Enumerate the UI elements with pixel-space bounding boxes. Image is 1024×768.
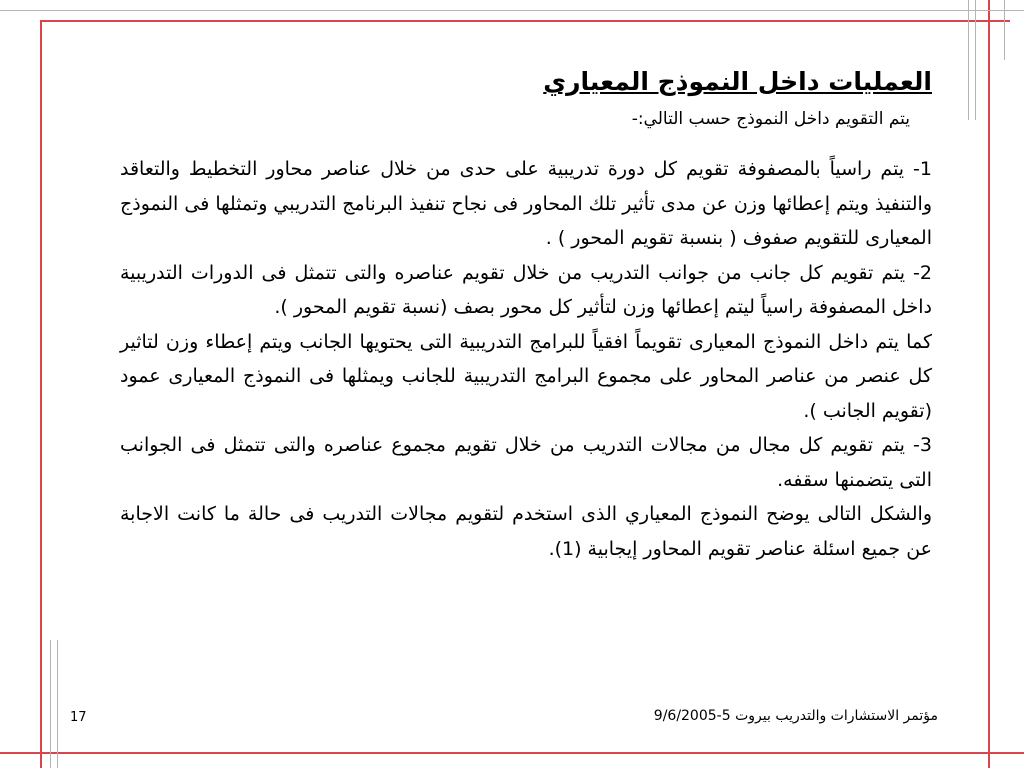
slide-subtitle: يتم التقويم داخل النموذج حسب التالي:- bbox=[631, 109, 910, 129]
page-number: 17 bbox=[70, 710, 87, 725]
frame-right-gray-line-3 bbox=[1004, 0, 1005, 60]
paragraph-3: كما يتم داخل النموذج المعيارى تقويماً افقياً للبرامج التدريبية التى يحتويها الجانب ويتم إعطاء وزن لتاثير كل عنصر من عناصر المحاور على مجموع البرامج التدريبية للجانب ويمثلها فى النموذج المعيارى عمود (تقويم الجانب ). bbox=[120, 330, 932, 422]
paragraph-1: 1- يتم راسياً بالمصفوفة تقويم كل دورة تدريبية على حدى من خلال عناصر محاور التخطيط والتعاقد والتنفيذ ويتم إعطائها وزن عن مدى تأثير تلك المحاور فى نجاح تنفيذ البرنامج التدريبي وتمثلها فى النموذج المعيارى للتقويم صفوف ( بنسبة تقويم المحور ) . bbox=[120, 158, 932, 249]
frame-bottom-line bbox=[0, 752, 1024, 754]
frame-left-line bbox=[40, 20, 42, 768]
footer-conference: مؤتمر الاستشارات والتدريب بيروت 5-9/6/2005 bbox=[653, 708, 938, 724]
frame-right-line bbox=[988, 0, 990, 768]
frame-right-gray-line-1 bbox=[968, 0, 969, 120]
paragraph-5: والشكل التالى يوضح النموذج المعياري الذى استخدم لتقويم مجالات التدريب فى حالة ما كانت الاجابة عن جميع اسئلة عناصر تقويم المحاور إيجابية (1). bbox=[120, 503, 932, 560]
frame-top-line bbox=[40, 20, 1010, 22]
paragraph-4: 3- يتم تقويم كل مجال من مجالات التدريب من خلال تقويم مجموع عناصره والتى تتمثل فى الجوانب التى يتضمنها سقفه. bbox=[120, 434, 932, 491]
slide-title: العمليات داخل النموذج المعياري bbox=[543, 67, 932, 96]
frame-top-gray-line bbox=[0, 10, 1024, 11]
frame-left-gray-line-2 bbox=[57, 640, 58, 768]
frame-right-gray-line-2 bbox=[975, 0, 976, 120]
frame-left-gray-line-1 bbox=[50, 640, 51, 768]
paragraph-2: 2- يتم تقويم كل جانب من جوانب التدريب من خلال تقويم عناصره والتى تتمثل فى الدورات التدريبية داخل المصفوفة راسياً ليتم إعطائها وزن لتأثير كل محور بصف (نسبة تقويم المحور ). bbox=[120, 261, 932, 318]
slide-content bbox=[120, 64, 932, 566]
